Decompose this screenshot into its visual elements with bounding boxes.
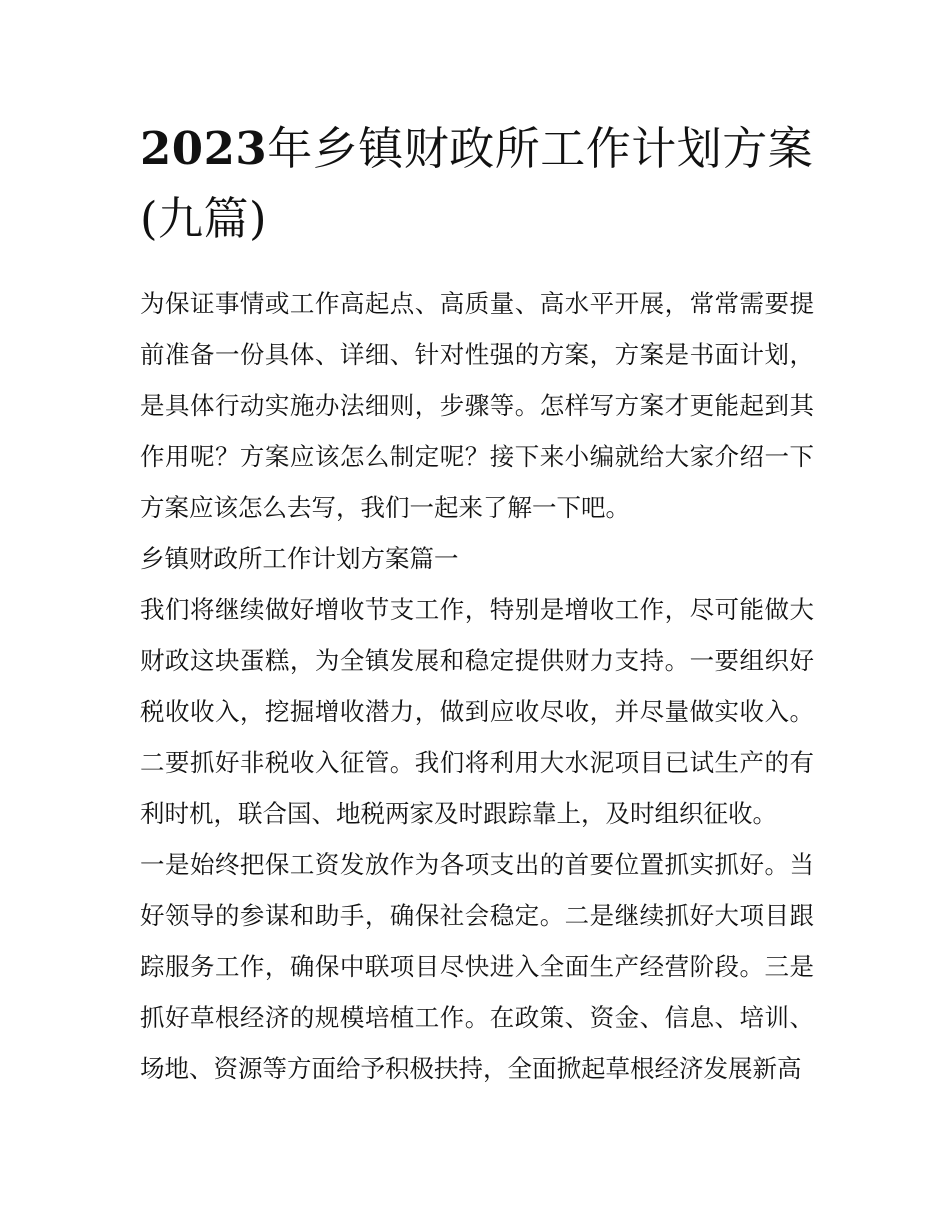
intro-paragraph: 为保证事情或工作高起点、高质量、高水平开展，常常需要提前准备一份具体、详细、针对性强的方案，方案是书面计划，是具体行动实施办法细则，步骤等。怎样写方案才更能起到其作用呢？方案应该怎么制定呢？接下来小编就给大家介绍一下方案应该怎么去写，我们一起来了解一下吧。 (140, 289, 814, 522)
document-body (140, 278, 814, 1094)
body-paragraph: 一是始终把保工资发放作为各项支出的首要位置抓实抓好。当好领导的参谋和助手，确保社会稳定。二是继续抓好大项目跟踪服务工作，确保中联项目尽快进入全面生产经营阶段。三是抓好草根经济的规模培植工作。在政策、资金、信息、培训、场地、资源等方面给予积极扶持，全面掀起草根经济发展新高 (140, 850, 814, 1083)
body-paragraph: 我们将继续做好增收节支工作，特别是增收工作，尽可能做大财政这块蛋糕，为全镇发展和稳定提供财力支持。一要组织好税收收入，挖掘增收潜力，做到应收尽收，并尽量做实收入。二要抓好非税收入征管。我们将利用大水泥项目已试生产的有利时机，联合国、地税两家及时跟踪靠上，及时组织征收。 (140, 595, 814, 828)
section-heading: 乡镇财政所工作计划方案篇一 (140, 544, 459, 573)
title-text: 年乡镇财政所工作计划方案(九篇) (140, 122, 814, 245)
document-title (140, 114, 830, 254)
title-year: 2023 (140, 122, 268, 175)
